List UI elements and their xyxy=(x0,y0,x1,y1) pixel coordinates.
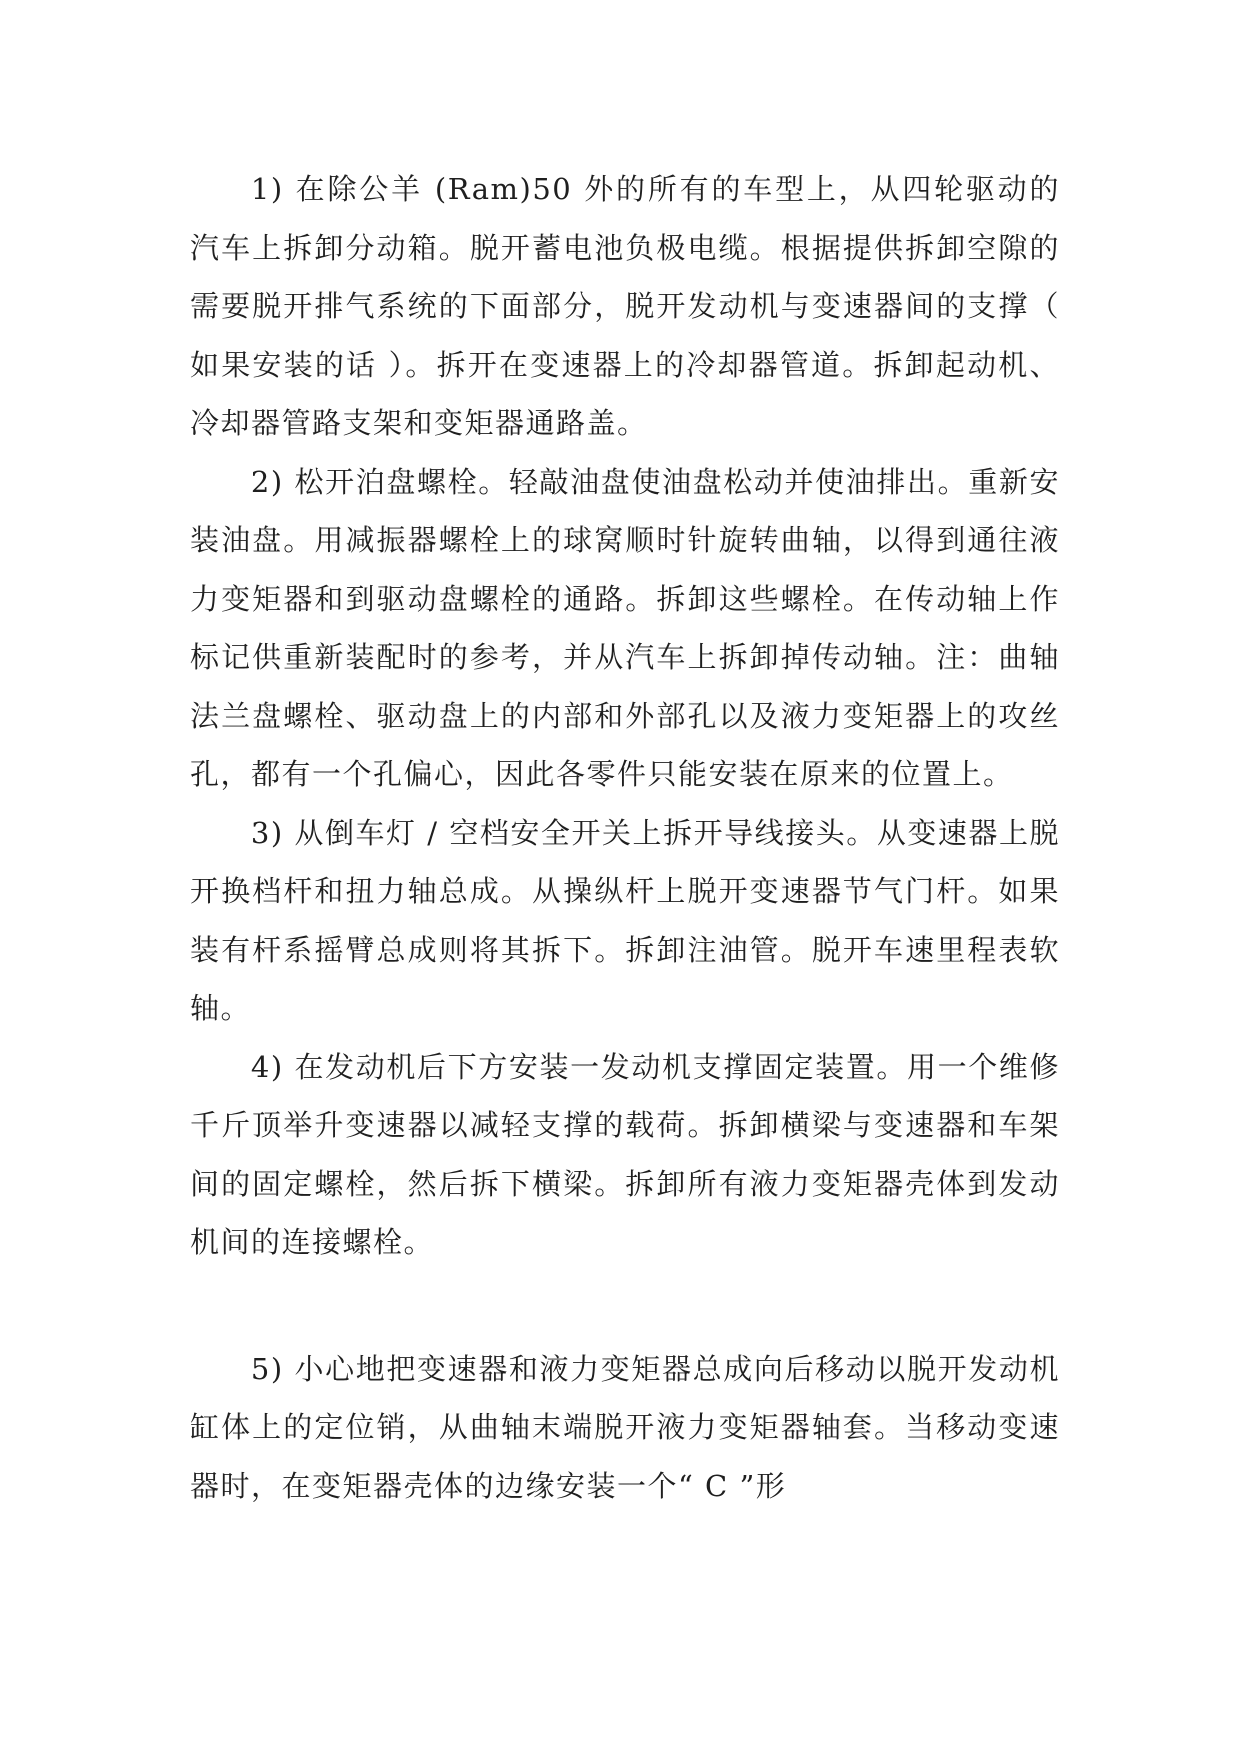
paragraph-step-5: 5) 小心地把变速器和液力变矩器总成向后移动以脱开发动机缸体上的定位销，从曲轴末端脱开液力变矩器轴套。当移动变速器时，在变矩器壳体的边缘安装一个“ C ”形 xyxy=(190,1351,1060,1503)
paragraph-step-3: 3) 从倒车灯 / 空档安全开关上拆开导线接头。从变速器上脱开换档杆和扭力轴总成。从操纵杆上脱开变速器节气门杆。如果装有杆系摇臂总成则将其拆下。拆卸注油管。脱开车速里程表软轴。 xyxy=(190,815,1060,1025)
paragraph-step-1: 1) 在除公羊 (Ram)50 外的所有的车型上，从四轮驱动的汽车上拆卸分动箱。脱开蓄电池负极电缆。根据提供拆卸空隙的需要脱开排气系统的下面部分，脱开发动机与变速器间的支撑（ 如果安装的话 ）。拆开在变速器上的冷却器管道。拆卸起动机、冷却器管路支架和变矩器通路盖。 xyxy=(190,172,1060,440)
document-body xyxy=(190,160,1060,1515)
paragraph-step-2: 2) 松开泊盘螺栓。轻敲油盘使油盘松动并使油排出。重新安装油盘。用减振器螺栓上的球窝顺时针旋转曲轴，以得到通往液力变矩器和到驱动盘螺栓的通路。拆卸这些螺栓。在传动轴上作标记供重新装配时的参考，并从汽车上拆卸掉传动轴。注：曲轴法兰盘螺栓、驱动盘上的内部和外部孔以及液力变矩器上的攻丝孔，都有一个孔偏心，因此各零件只能安装在原来的位置上。 xyxy=(190,464,1060,791)
paragraph-step-4: 4) 在发动机后下方安装一发动机支撑固定装置。用一个维修千斤顶举升变速器以减轻支撑的载荷。拆卸横梁与变速器和车架间的固定螺栓，然后拆下横梁。拆卸所有液力变矩器壳体到发动机间的连接螺栓。 xyxy=(190,1049,1060,1259)
